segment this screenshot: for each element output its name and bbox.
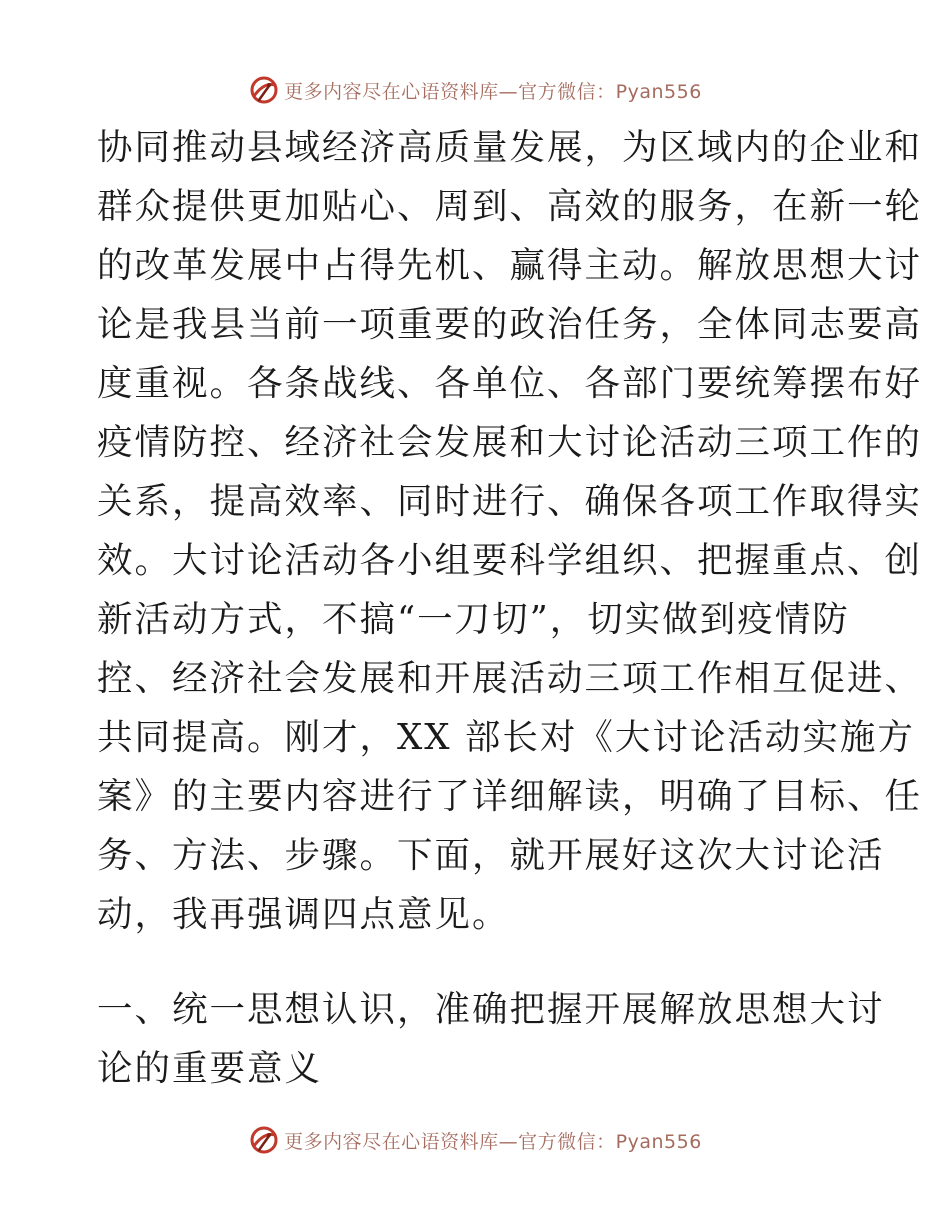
paragraph-gap xyxy=(97,944,867,980)
paragraph-line: 共同提高。刚才，XX 部长对《大讨论活动实施方 xyxy=(97,717,915,758)
paragraph-line: 疫情防控、经济社会发展和大讨论活动三项工作的 xyxy=(97,422,923,463)
paragraph-line: 动，我再强调四点意见。 xyxy=(97,894,510,935)
section-heading-line: 一、统一思想认识，准确把握开展解放思想大讨 xyxy=(97,989,885,1030)
document-body xyxy=(97,118,923,1098)
paragraph-line: 的改革发展中占得先机、赢得主动。解放思想大讨 xyxy=(97,245,923,286)
section-heading-line: 论的重要意义 xyxy=(97,1048,323,1089)
pen-seal-logo-icon xyxy=(248,74,280,106)
paragraph-line: 论是我县当前一项重要的政治任务，全体同志要高 xyxy=(97,304,923,345)
paragraph-line: 控、经济社会发展和开展活动三项工作相互促进、 xyxy=(97,658,923,699)
paragraph-line: 协同推动县域经济高质量发展，为区域内的企业和 xyxy=(97,127,923,168)
paragraph-line: 务、方法、步骤。下面，就开展好这次大讨论活 xyxy=(97,835,885,876)
footer-watermark xyxy=(0,1122,950,1158)
header-watermark xyxy=(0,72,950,108)
header-watermark-text: 更多内容尽在心语资料库—官方微信：Pyan556 xyxy=(284,80,702,103)
paragraph-line: 度重视。各条战线、各单位、各部门要统筹摆布好 xyxy=(97,363,923,404)
paragraph-line: 案》的主要内容进行了详细解读，明确了目标、任 xyxy=(97,776,923,817)
paragraph-line: 群众提供更加贴心、周到、高效的服务，在新一轮 xyxy=(97,186,923,227)
paragraph-line: 新活动方式，不搞“一刀切”，切实做到疫情防 xyxy=(97,599,850,640)
paragraph-line: 效。大讨论活动各小组要科学组织、把握重点、创 xyxy=(97,540,923,581)
paragraph-line: 关系，提高效率、同时进行、确保各项工作取得实 xyxy=(97,481,923,522)
pen-seal-logo-icon xyxy=(248,1124,280,1156)
footer-watermark-text: 更多内容尽在心语资料库—官方微信：Pyan556 xyxy=(284,1130,702,1153)
